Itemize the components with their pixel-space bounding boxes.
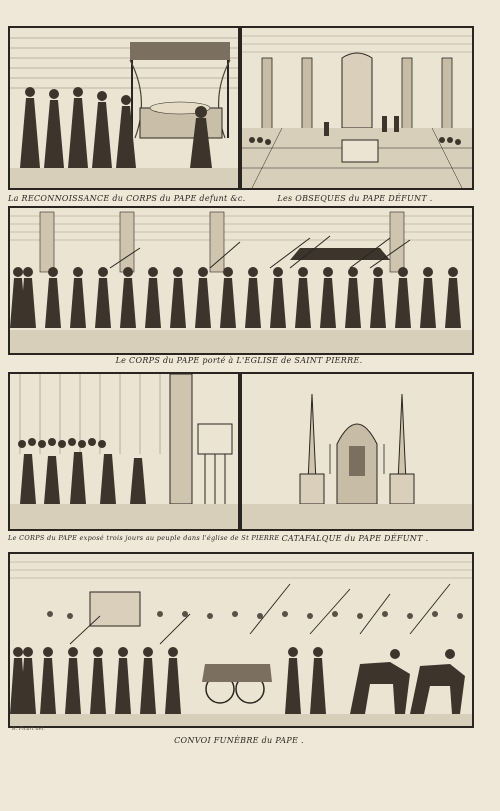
engraving-obsequies [240,26,474,190]
engraving-recognition-of-body [8,26,240,190]
caption-plate-1: La RECONNOISSANCE du CORPS du PAPE defunt &c. [8,194,246,203]
caption-plate-2: Les OBSEQUES du PAPE DÉFUNT . [277,194,433,203]
engraving-procession-to-saint-peter [8,206,474,355]
engraving-funeral-convoy [8,552,474,728]
artist-signature: B. Picart del. [12,726,45,732]
caption-plate-6: CONVOI FUNÈBRE du PAPE . [174,736,304,745]
engraving-body-exposed [8,372,240,531]
caption-plate-3: Le CORPS du PAPE porté à L'EGLISE de SAINT PIERRE. [115,356,363,365]
caption-plate-4: Le CORPS du PAPE exposé trois jours au peuple dans l'église de St PIERRE [8,534,280,542]
engraving-catafalque [240,372,474,531]
caption-plate-5: CATAFALQUE du PAPE DÉFUNT . [281,534,429,543]
